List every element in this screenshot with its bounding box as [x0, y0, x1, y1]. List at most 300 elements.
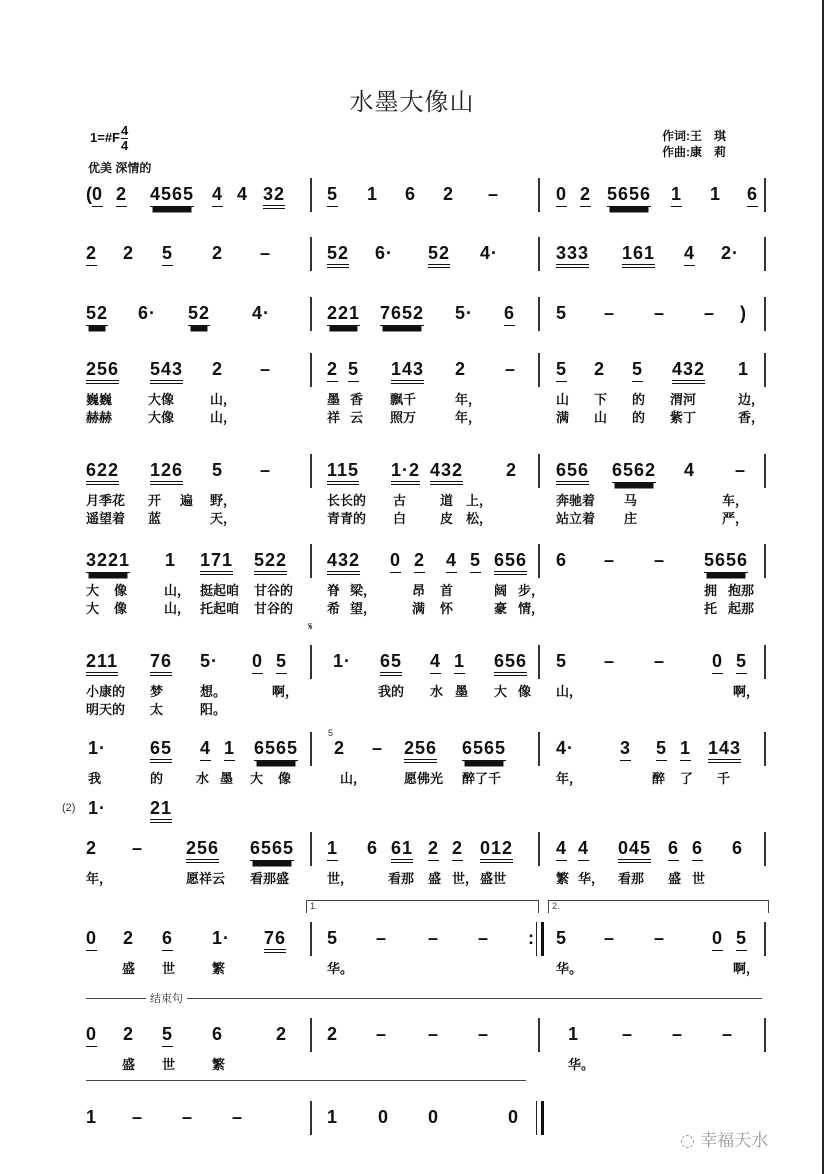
jianpu-note: 2 — [443, 184, 455, 204]
jianpu-note: 6· — [375, 243, 394, 263]
lyric-text: 的 — [632, 411, 646, 426]
lyric-text: 山， — [164, 584, 191, 599]
jianpu-note: 0 — [556, 184, 567, 207]
lyric-text: 繁 — [212, 1058, 226, 1073]
jianpu-note: – — [260, 359, 272, 379]
bar-line — [764, 832, 766, 866]
ending-bracket-close — [86, 1080, 526, 1081]
lyric-text: 遍 — [180, 494, 194, 509]
jianpu-note: 5 — [736, 928, 747, 951]
lyric-text: 的 — [150, 772, 164, 787]
lyric-text: 山， — [210, 393, 237, 408]
bar-line — [538, 832, 540, 866]
jianpu-note: 52 — [428, 243, 450, 268]
jianpu-note: – — [376, 928, 388, 948]
composer-credit: 作曲:康 莉 — [662, 145, 726, 159]
bar-line — [310, 178, 312, 212]
bar-line — [538, 454, 540, 488]
bar-line — [538, 297, 540, 331]
lyric-text: 照万 — [390, 411, 417, 426]
jianpu-note: 0 — [252, 651, 263, 674]
jianpu-note: 6562 — [612, 460, 656, 483]
lyric-text: 盛 — [122, 1058, 136, 1073]
lyric-text: 水 — [430, 685, 444, 700]
jianpu-note: 211 — [86, 651, 118, 676]
jianpu-note: 5 — [348, 359, 359, 382]
lyric-text: 像 — [114, 602, 128, 617]
final-bar-line — [536, 1101, 544, 1135]
jianpu-note: 622 — [86, 460, 119, 485]
jianpu-note: 5 — [162, 243, 173, 266]
lyric-text: 道 — [440, 494, 454, 509]
lyric-text: 野， — [210, 494, 237, 509]
jianpu-note: 6565 — [254, 738, 298, 761]
lyric-text: 长长的 — [327, 494, 367, 509]
jianpu-note: 0 — [86, 1024, 97, 1047]
lyric-text: 巍巍 — [86, 393, 113, 408]
lyric-text: 飘千 — [390, 393, 417, 408]
lyric-text: 愿祥云 — [186, 872, 226, 887]
lyric-text: 山， — [210, 411, 237, 426]
repeat-dots: : — [528, 928, 535, 948]
bar-line — [310, 832, 312, 866]
jianpu-note: ( — [86, 184, 93, 204]
jianpu-note: 32 — [263, 184, 285, 209]
lyric-text: 醉了千 — [462, 772, 502, 787]
lyric-text: 像 — [114, 584, 128, 599]
jianpu-note: 2 — [276, 1024, 288, 1044]
lyric-text: 年， — [86, 872, 113, 887]
bar-line — [538, 237, 540, 271]
jianpu-note: 1 — [327, 1107, 339, 1127]
jianpu-note: – — [478, 1024, 490, 1044]
lyric-text: 开 — [148, 494, 162, 509]
lyric-text: 托起咱 — [200, 602, 240, 617]
time-signature: $\frac{4}{4}$ — [121, 123, 129, 153]
jianpu-note: 0 — [378, 1107, 390, 1127]
jianpu-note: – — [604, 303, 616, 323]
jianpu-note: 2 — [428, 838, 439, 861]
jianpu-note: 2 — [86, 838, 98, 858]
lyric-text: 明天的 — [86, 703, 126, 718]
lyric-text: 下 — [594, 393, 608, 408]
jianpu-note: 0 — [712, 928, 723, 951]
jianpu-note: 2 — [414, 550, 425, 573]
lyric-text: 盛世 — [480, 872, 507, 887]
lyric-text: 像 — [278, 772, 292, 787]
jianpu-note: – — [654, 550, 666, 570]
expression-marking: 优美 深情的 — [88, 161, 152, 175]
lyric-text: 青青的 — [327, 512, 367, 527]
lyric-text: 墨 — [327, 393, 341, 408]
lyric-text: 大像 — [148, 393, 175, 408]
bar-line — [764, 454, 766, 488]
jianpu-note: 1 — [680, 738, 691, 761]
jianpu-note: 5 — [656, 738, 667, 761]
ending-bracket — [86, 998, 762, 999]
jianpu-note: 045 — [618, 838, 651, 863]
jianpu-note: 4· — [556, 738, 575, 758]
bar-line — [310, 922, 312, 956]
volta-bracket: 2. — [548, 900, 769, 913]
jianpu-note: 0 — [712, 651, 723, 674]
jianpu-note: 256 — [186, 838, 219, 863]
bar-line — [538, 1018, 540, 1052]
jianpu-note: – — [622, 1024, 634, 1044]
lyric-text: 皮 — [440, 512, 454, 527]
jianpu-note: 4 — [556, 838, 567, 861]
jianpu-note: 5 — [162, 1024, 173, 1047]
jianpu-note: 656 — [556, 460, 589, 485]
jianpu-note: 115 — [327, 460, 359, 485]
lyric-text: 月季花 — [86, 494, 126, 509]
jianpu-note: 4 — [237, 184, 249, 204]
jianpu-note: 0 — [428, 1107, 440, 1127]
jianpu-note: ) — [740, 303, 747, 323]
jianpu-note: – — [654, 651, 666, 671]
lyric-text: 看那盛 — [250, 872, 290, 887]
jianpu-note: 6 — [747, 184, 758, 207]
jianpu-note: 6 — [405, 184, 417, 204]
lyric-text: 甘谷的 — [254, 602, 294, 617]
lyric-text: 山 — [556, 393, 570, 408]
jianpu-note: – — [704, 303, 716, 323]
lyric-text: 华。 — [556, 962, 583, 977]
volta-bracket: 1. — [306, 900, 539, 913]
jianpu-note: 4· — [480, 243, 499, 263]
jianpu-note: – — [478, 928, 490, 948]
lyric-text: 阔 — [494, 584, 508, 599]
jianpu-note: 432 — [430, 460, 463, 485]
jianpu-note: 1 — [738, 359, 750, 379]
jianpu-note: 4 — [684, 460, 696, 480]
song-title: 水墨大像山 — [349, 88, 475, 116]
jianpu-note: – — [722, 1024, 734, 1044]
lyric-text: 繁 — [556, 872, 570, 887]
jianpu-note: 65 — [150, 738, 172, 763]
jianpu-note: 5 — [736, 651, 747, 674]
jianpu-note: 1 — [671, 184, 682, 207]
lyric-text: 我 — [88, 772, 102, 787]
jianpu-note: 012 — [480, 838, 513, 863]
jianpu-note: 2 — [123, 1024, 135, 1044]
jianpu-note: – — [654, 303, 666, 323]
jianpu-note: – — [376, 1024, 388, 1044]
jianpu-note: 6565 — [462, 738, 506, 761]
bar-line — [310, 1018, 312, 1052]
lyric-text: 怀 — [440, 602, 454, 617]
lyric-text: 我的 — [378, 685, 405, 700]
lyric-text: 的 — [632, 393, 646, 408]
key-signature: 1=#F — [90, 129, 120, 145]
lyric-text: 车， — [722, 494, 749, 509]
jianpu-note: – — [372, 738, 384, 758]
lyric-text: 世 — [692, 872, 706, 887]
jianpu-note: 4 — [200, 738, 211, 761]
lyric-text: 马 — [624, 494, 638, 509]
jianpu-note: – — [604, 550, 616, 570]
jianpu-note: 656 — [494, 651, 527, 676]
jianpu-note: – — [232, 1107, 244, 1127]
jianpu-note: 2 — [327, 1024, 339, 1044]
lyric-text: 华， — [578, 872, 605, 887]
jianpu-note: 5 — [556, 303, 568, 323]
lyric-text: 梦 — [150, 685, 164, 700]
bar-line — [310, 645, 312, 679]
lyric-text: 小康的 — [86, 685, 126, 700]
bar-line — [764, 297, 766, 331]
jianpu-note: 6 — [556, 550, 568, 570]
wechat-icon: ◌ — [680, 1131, 695, 1151]
lyric-text: 庄 — [624, 512, 638, 527]
jianpu-note: 2 — [580, 184, 591, 207]
bar-line — [538, 732, 540, 766]
jianpu-note: 6 — [692, 838, 703, 861]
jianpu-note: 432 — [327, 550, 360, 575]
lyric-text: 脊 — [327, 584, 341, 599]
bar-line — [310, 297, 312, 331]
jianpu-note: 61 — [391, 838, 413, 863]
lyric-text: 盛 — [122, 962, 136, 977]
jianpu-note: 4 — [430, 651, 441, 674]
lyric-text: 满 — [412, 602, 426, 617]
lyric-text: 年， — [556, 772, 583, 787]
jianpu-note: 2 — [123, 243, 135, 263]
jianpu-note: 522 — [254, 550, 287, 575]
lyric-text: 啊， — [733, 685, 760, 700]
bar-line — [538, 544, 540, 578]
jianpu-note: 161 — [622, 243, 655, 268]
jianpu-note: 256 — [404, 738, 437, 763]
jianpu-note: 5 — [556, 928, 568, 948]
lyric-text: 山， — [556, 685, 583, 700]
jianpu-note: 5 — [327, 928, 339, 948]
lyric-text: 步， — [518, 584, 545, 599]
jianpu-note: 2 — [455, 359, 467, 379]
jianpu-note: 4 — [578, 838, 589, 861]
alternate-label: (2) — [62, 802, 76, 814]
jianpu-note: 5656 — [704, 550, 748, 573]
jianpu-note: 0 — [92, 184, 103, 207]
jianpu-note: 0 — [508, 1107, 520, 1127]
jianpu-note: 4565 — [150, 184, 194, 207]
lyricist-credit: 作词:王 琪 — [662, 129, 726, 143]
jianpu-note: – — [505, 359, 517, 379]
lyric-text: 甘谷的 — [254, 584, 294, 599]
jianpu-note: 2· — [721, 243, 740, 263]
watermark-text: 幸福天水 — [700, 1131, 769, 1151]
jianpu-note: 2 — [452, 838, 463, 861]
jianpu-note: 6 — [212, 1024, 224, 1044]
jianpu-note: 1 — [568, 1024, 580, 1044]
jianpu-note: 21 — [150, 798, 172, 823]
jianpu-note: – — [132, 1107, 144, 1127]
jianpu-note: 5 — [327, 184, 338, 207]
bar-line — [764, 732, 766, 766]
jianpu-note: 1 — [710, 184, 722, 204]
jianpu-note: 126 — [150, 460, 183, 485]
jianpu-note: 1 — [165, 550, 177, 570]
lyric-text: 大 — [494, 685, 508, 700]
jianpu-note: 2 — [86, 243, 97, 266]
jianpu-note: 2 — [334, 738, 346, 758]
bar-line — [310, 1101, 312, 1135]
lyric-text: 大像 — [148, 411, 175, 426]
jianpu-note: 6 — [504, 303, 515, 326]
lyric-text: 醉 — [652, 772, 666, 787]
segno-icon: 𝄋 — [308, 621, 313, 633]
lyric-text: 奔驰着 — [556, 494, 596, 509]
jianpu-note: 2 — [116, 184, 127, 207]
jianpu-note: 1 — [224, 738, 235, 761]
lyric-text: 世 — [162, 1058, 176, 1073]
jianpu-note: 5 — [556, 651, 568, 671]
jianpu-note: 76 — [264, 928, 286, 953]
lyric-text: 紫丁 — [670, 411, 697, 426]
jianpu-note: 1· — [333, 651, 352, 671]
jianpu-note: – — [654, 928, 666, 948]
lyric-text: 太 — [150, 703, 164, 718]
jianpu-note: 5 — [212, 460, 224, 480]
bar-line — [310, 544, 312, 578]
jianpu-note: 543 — [150, 359, 183, 384]
lyric-text: 千 — [717, 772, 731, 787]
jianpu-note: 1· — [88, 738, 107, 758]
jianpu-note: 6· — [138, 303, 157, 323]
lyric-text: 阳。 — [200, 703, 227, 718]
lyric-text: 赫赫 — [86, 411, 113, 426]
jianpu-note: 7652 — [380, 303, 424, 326]
jianpu-note: 5· — [200, 651, 219, 671]
jianpu-note: 0 — [86, 928, 97, 951]
jianpu-note: 5· — [455, 303, 474, 323]
jianpu-note: 5 — [632, 359, 643, 382]
jianpu-note: – — [260, 243, 272, 263]
jianpu-note: 1·2 — [391, 460, 420, 485]
jianpu-note: 2 — [212, 243, 224, 263]
jianpu-note: 4 — [446, 550, 457, 573]
lyric-text: 云 — [350, 411, 364, 426]
jianpu-note: 143 — [391, 359, 424, 384]
bar-line — [764, 178, 766, 212]
jianpu-note: 1 — [367, 184, 379, 204]
lyric-text: 大 — [86, 602, 100, 617]
jianpu-note: 5 — [470, 550, 481, 573]
grace-note: 5 — [328, 728, 334, 738]
lyric-text: 站立着 — [556, 512, 596, 527]
lyric-text: 墨 — [455, 685, 469, 700]
jianpu-note: – — [735, 460, 747, 480]
lyric-text: 看那 — [388, 872, 415, 887]
lyric-text: 看那 — [618, 872, 645, 887]
lyric-text: 山， — [164, 602, 191, 617]
bar-line — [764, 1018, 766, 1052]
lyric-text: 挺起咱 — [200, 584, 240, 599]
lyric-text: 盛 — [668, 872, 682, 887]
jianpu-note: – — [182, 1107, 194, 1127]
lyric-text: 昂 — [412, 584, 426, 599]
lyric-text: 世 — [162, 962, 176, 977]
jianpu-note: 1 — [86, 1107, 98, 1127]
bar-line — [764, 645, 766, 679]
jianpu-note: 4 — [684, 243, 695, 266]
bar-line — [764, 353, 766, 387]
jianpu-note: 52 — [327, 243, 349, 268]
jianpu-note: – — [488, 184, 500, 204]
lyric-text: 抱那 — [728, 584, 755, 599]
lyric-text: 望， — [350, 602, 377, 617]
jianpu-note: 221 — [327, 303, 360, 326]
lyric-text: 满 — [556, 411, 570, 426]
bar-line — [538, 645, 540, 679]
jianpu-note: 2 — [506, 460, 518, 480]
jianpu-note: 76 — [150, 651, 172, 676]
lyric-text: 古 — [393, 494, 407, 509]
ending-label: 结束句 — [146, 990, 187, 1006]
jianpu-note: 143 — [708, 738, 741, 763]
jianpu-note: 5656 — [607, 184, 651, 207]
jianpu-note: 1 — [327, 838, 338, 861]
lyric-text: 年， — [455, 411, 482, 426]
jianpu-note: – — [672, 1024, 684, 1044]
jianpu-note: 6 — [668, 838, 679, 861]
jianpu-note: 3 — [620, 738, 631, 761]
jianpu-note: 432 — [672, 359, 705, 384]
lyric-text: 华。 — [568, 1058, 595, 1073]
lyric-text: 繁 — [212, 962, 226, 977]
lyric-text: 香 — [350, 393, 364, 408]
jianpu-note: 2 — [212, 359, 224, 379]
lyric-text: 希 — [327, 602, 341, 617]
lyric-text: 了 — [680, 772, 694, 787]
lyric-text: 蓝 — [148, 512, 162, 527]
lyric-text: 华。 — [327, 962, 354, 977]
bar-line — [764, 237, 766, 271]
lyric-text: 年， — [455, 393, 482, 408]
bar-line — [764, 544, 766, 578]
lyric-text: 像 — [518, 685, 532, 700]
lyric-text: 山 — [594, 411, 608, 426]
lyric-text: 拥 — [704, 584, 718, 599]
jianpu-note: 5 — [556, 359, 567, 382]
jianpu-note: 333 — [556, 243, 589, 268]
lyric-text: 边， — [738, 393, 765, 408]
jianpu-note: 2 — [327, 359, 338, 382]
lyric-text: 情， — [518, 602, 545, 617]
lyric-text: 渭河 — [670, 393, 697, 408]
credits — [662, 128, 726, 160]
lyric-text: 祥 — [327, 411, 341, 426]
jianpu-note: 2 — [594, 359, 606, 379]
jianpu-note: – — [428, 1024, 440, 1044]
jianpu-note: 256 — [86, 359, 119, 384]
jianpu-note: 4· — [252, 303, 271, 323]
lyric-text: 想。 — [200, 685, 227, 700]
lyric-text: 首 — [440, 584, 454, 599]
jianpu-note: 1· — [88, 798, 107, 818]
lyric-text: 香， — [738, 411, 765, 426]
lyric-text: 遥望着 — [86, 512, 126, 527]
jianpu-note: – — [428, 928, 440, 948]
jianpu-note: 52 — [188, 303, 210, 326]
lyric-text: 世， — [327, 872, 354, 887]
repeat-bar-line — [536, 922, 544, 956]
bar-line — [310, 732, 312, 766]
lyric-text: 水 — [196, 772, 210, 787]
lyric-text: 山， — [340, 772, 367, 787]
lyric-text: 世， — [452, 872, 479, 887]
bar-line — [538, 353, 540, 387]
